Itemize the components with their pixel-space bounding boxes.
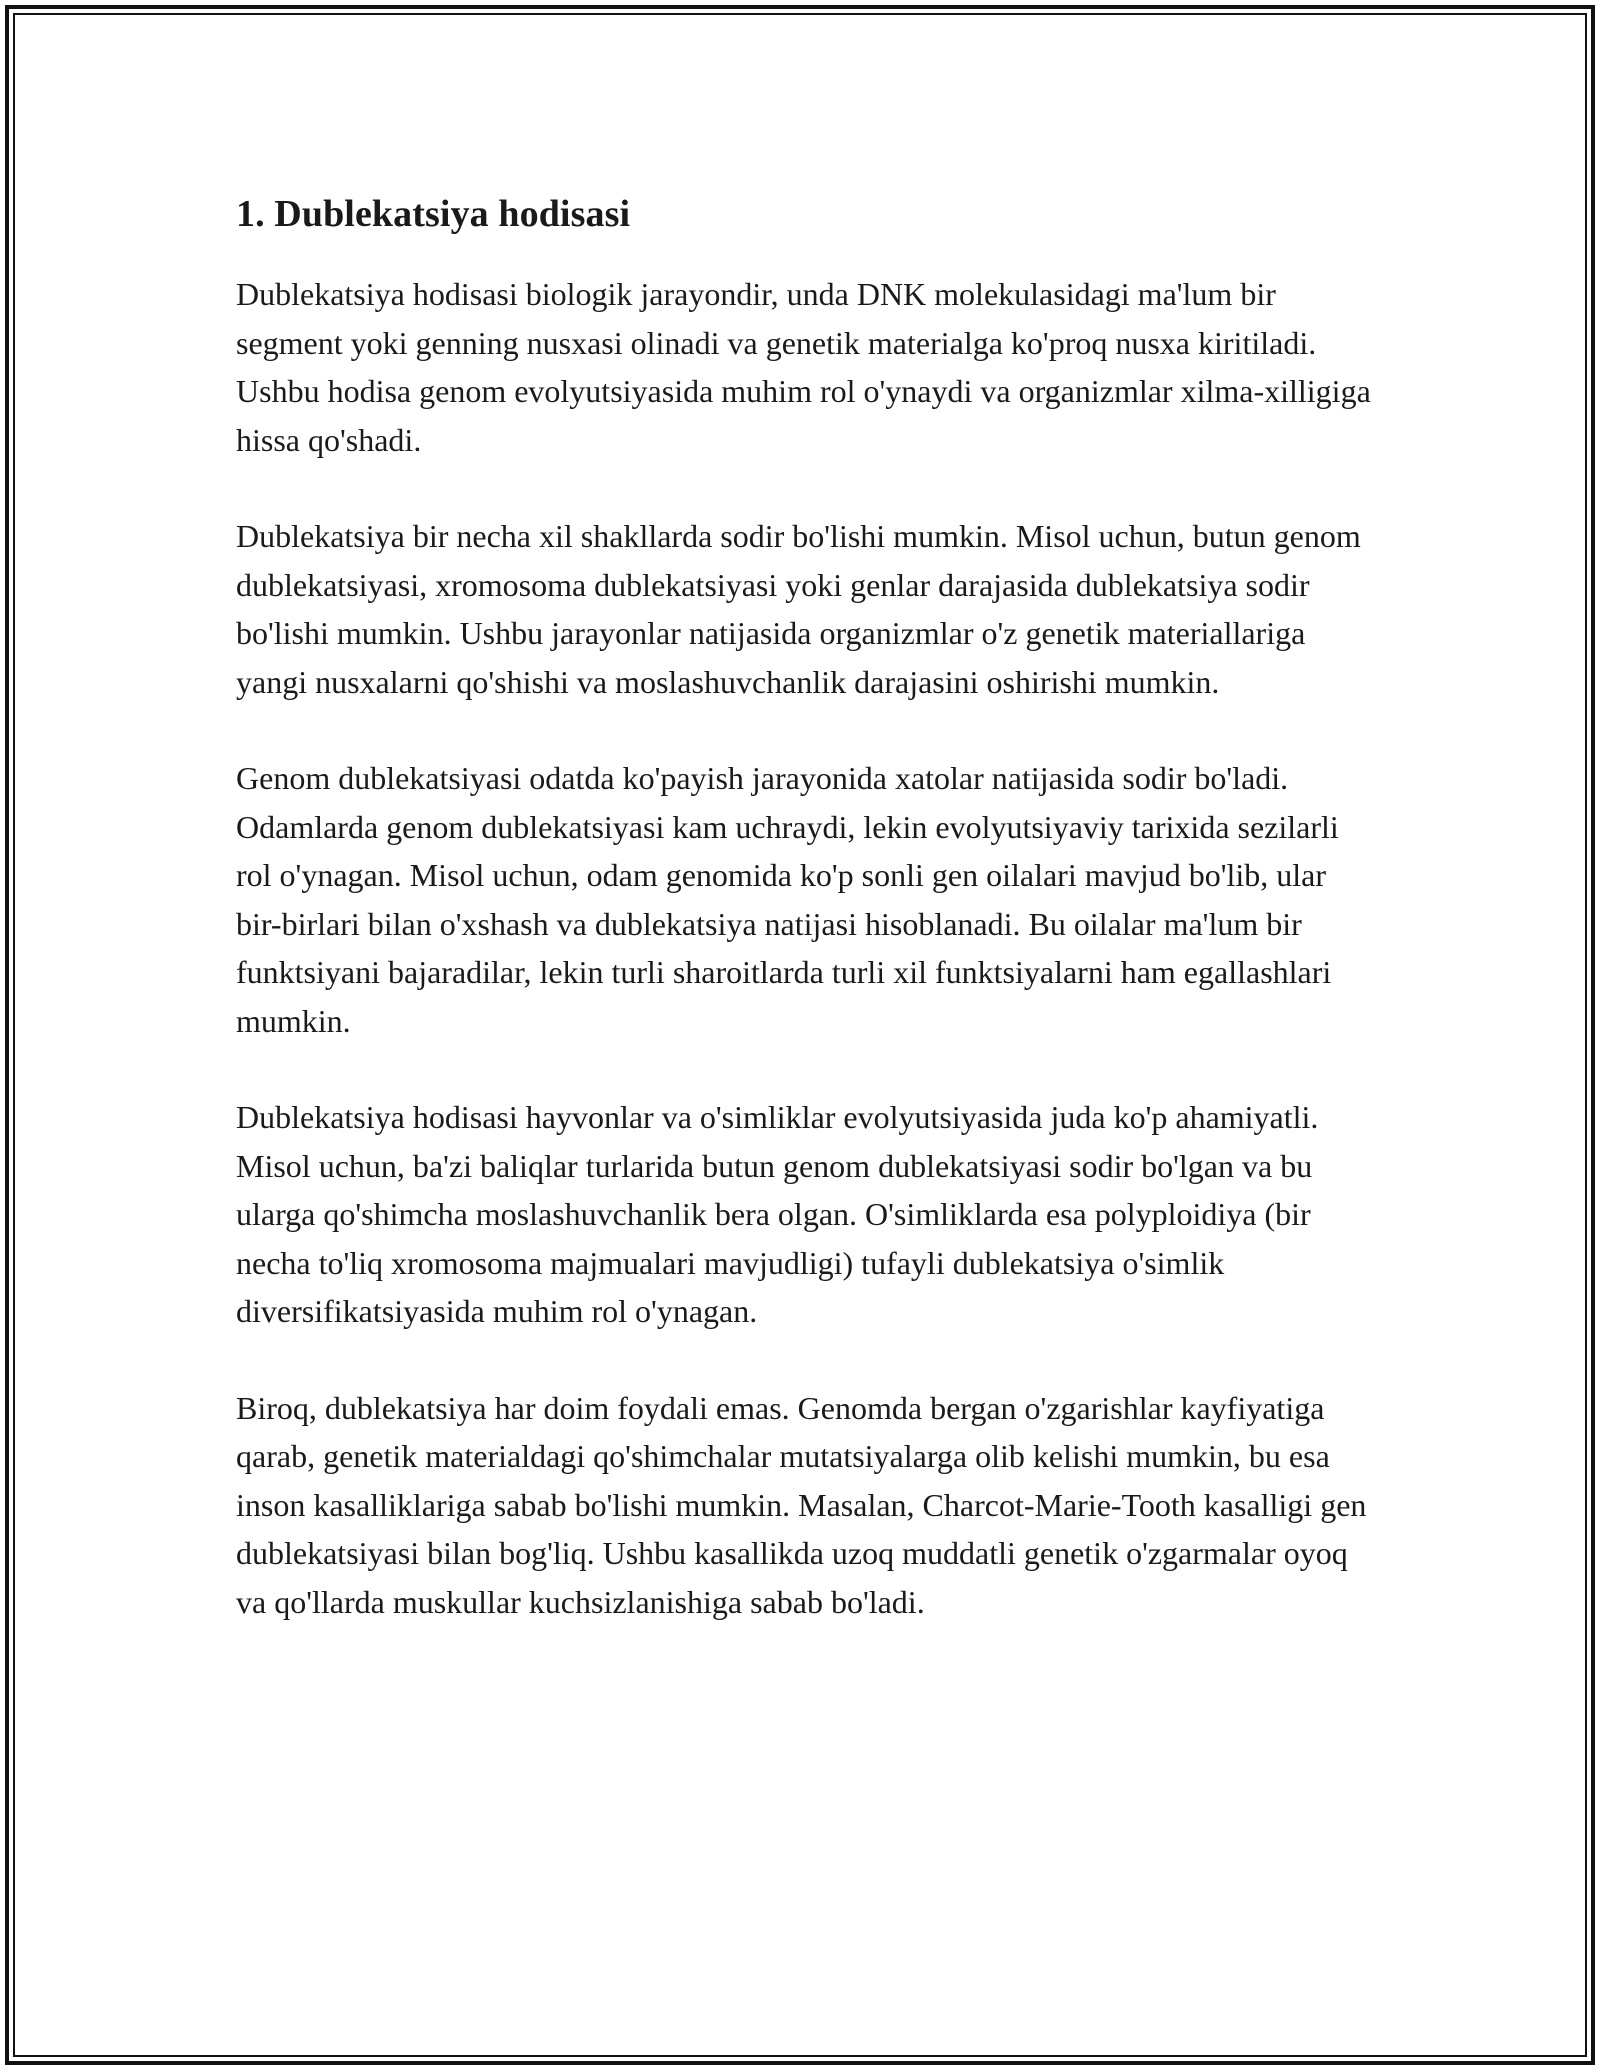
paragraph-1: Dublekatsiya hodisasi biologik jarayondir, unda DNK molekulasidagi ma'lum bir segment yoki genning nusxasi olinadi va genetik materialga ko'proq nusxa kiritiladi. Ushbu hodisa genom evolyutsiyasida muhim rol o'ynaydi va organizmlar xilma-xilligiga hissa qo'shadi. — [236, 276, 1371, 458]
section-heading: 1. Dublekatsiya hodisasi — [236, 193, 631, 235]
document-body — [236, 186, 1376, 1674]
paragraph-5: Biroq, dublekatsiya har doim foydali emas. Genomda bergan o'zgarishlar kayfiyatiga qarab, genetik materialdagi qo'shimchalar mutatsiyalarga olib kelishi mumkin, bu esa inson kasalliklariga sabab bo'lishi mumkin. Masalan, Charcot-Marie-Tooth kasalligi gen dublekatsiyasi bilan bog'liq. Ushbu kasallikda uzoq muddatli genetik o'zgarmalar oyoq va qo'llarda muskullar kuchsizlanishiga sabab bo'ladi. — [236, 1389, 1367, 1620]
paragraph-4: Dublekatsiya hodisasi hayvonlar va o'simliklar evolyutsiyasida juda ko'p ahamiyatli. Misol uchun, ba'zi baliqlar turlarida butun genom dublekatsiyasi sodir bo'lgan va bu ularga qo'shimcha moslashuvchanlik bera olgan. O'simliklarda esa polyploidiya (bir necha to'liq xromosoma majmualari mavjudligi) tufayli dublekatsiya o'simlik diversifikatsiyasida muhim rol o'ynagan. — [236, 1099, 1319, 1329]
paragraph-3: Genom dublekatsiyasi odatda ko'payish jarayonida xatolar natijasida sodir bo'ladi. Odamlarda genom dublekatsiyasi kam uchraydi, lekin evolyutsiyaviy tarixida sezilarli rol o'ynagan. Misol uchun, odam genomida ko'p sonli gen oilalari mavjud bo'lib, ular bir-birlari bilan o'xshash va dublekatsiya natijasi hisoblanadi. Bu oilalar ma'lum bir funktsiyani bajaradilar, lekin turli sharoitlarda turli xil funktsiyalarni ham egallashlari mumkin. — [236, 760, 1339, 1039]
paragraph-2: Dublekatsiya bir necha xil shakllarda sodir bo'lishi mumkin. Misol uchun, butun genom dublekatsiyasi, xromosoma dublekatsiyasi yoki genlar darajasida dublekatsiya sodir bo'lishi mumkin. Ushbu jarayonlar natijasida organizmlar o'z genetik materiallariga yangi nusxalarni qo'shishi va moslashuvchanlik darajasini oshirishi mumkin. — [236, 518, 1361, 700]
